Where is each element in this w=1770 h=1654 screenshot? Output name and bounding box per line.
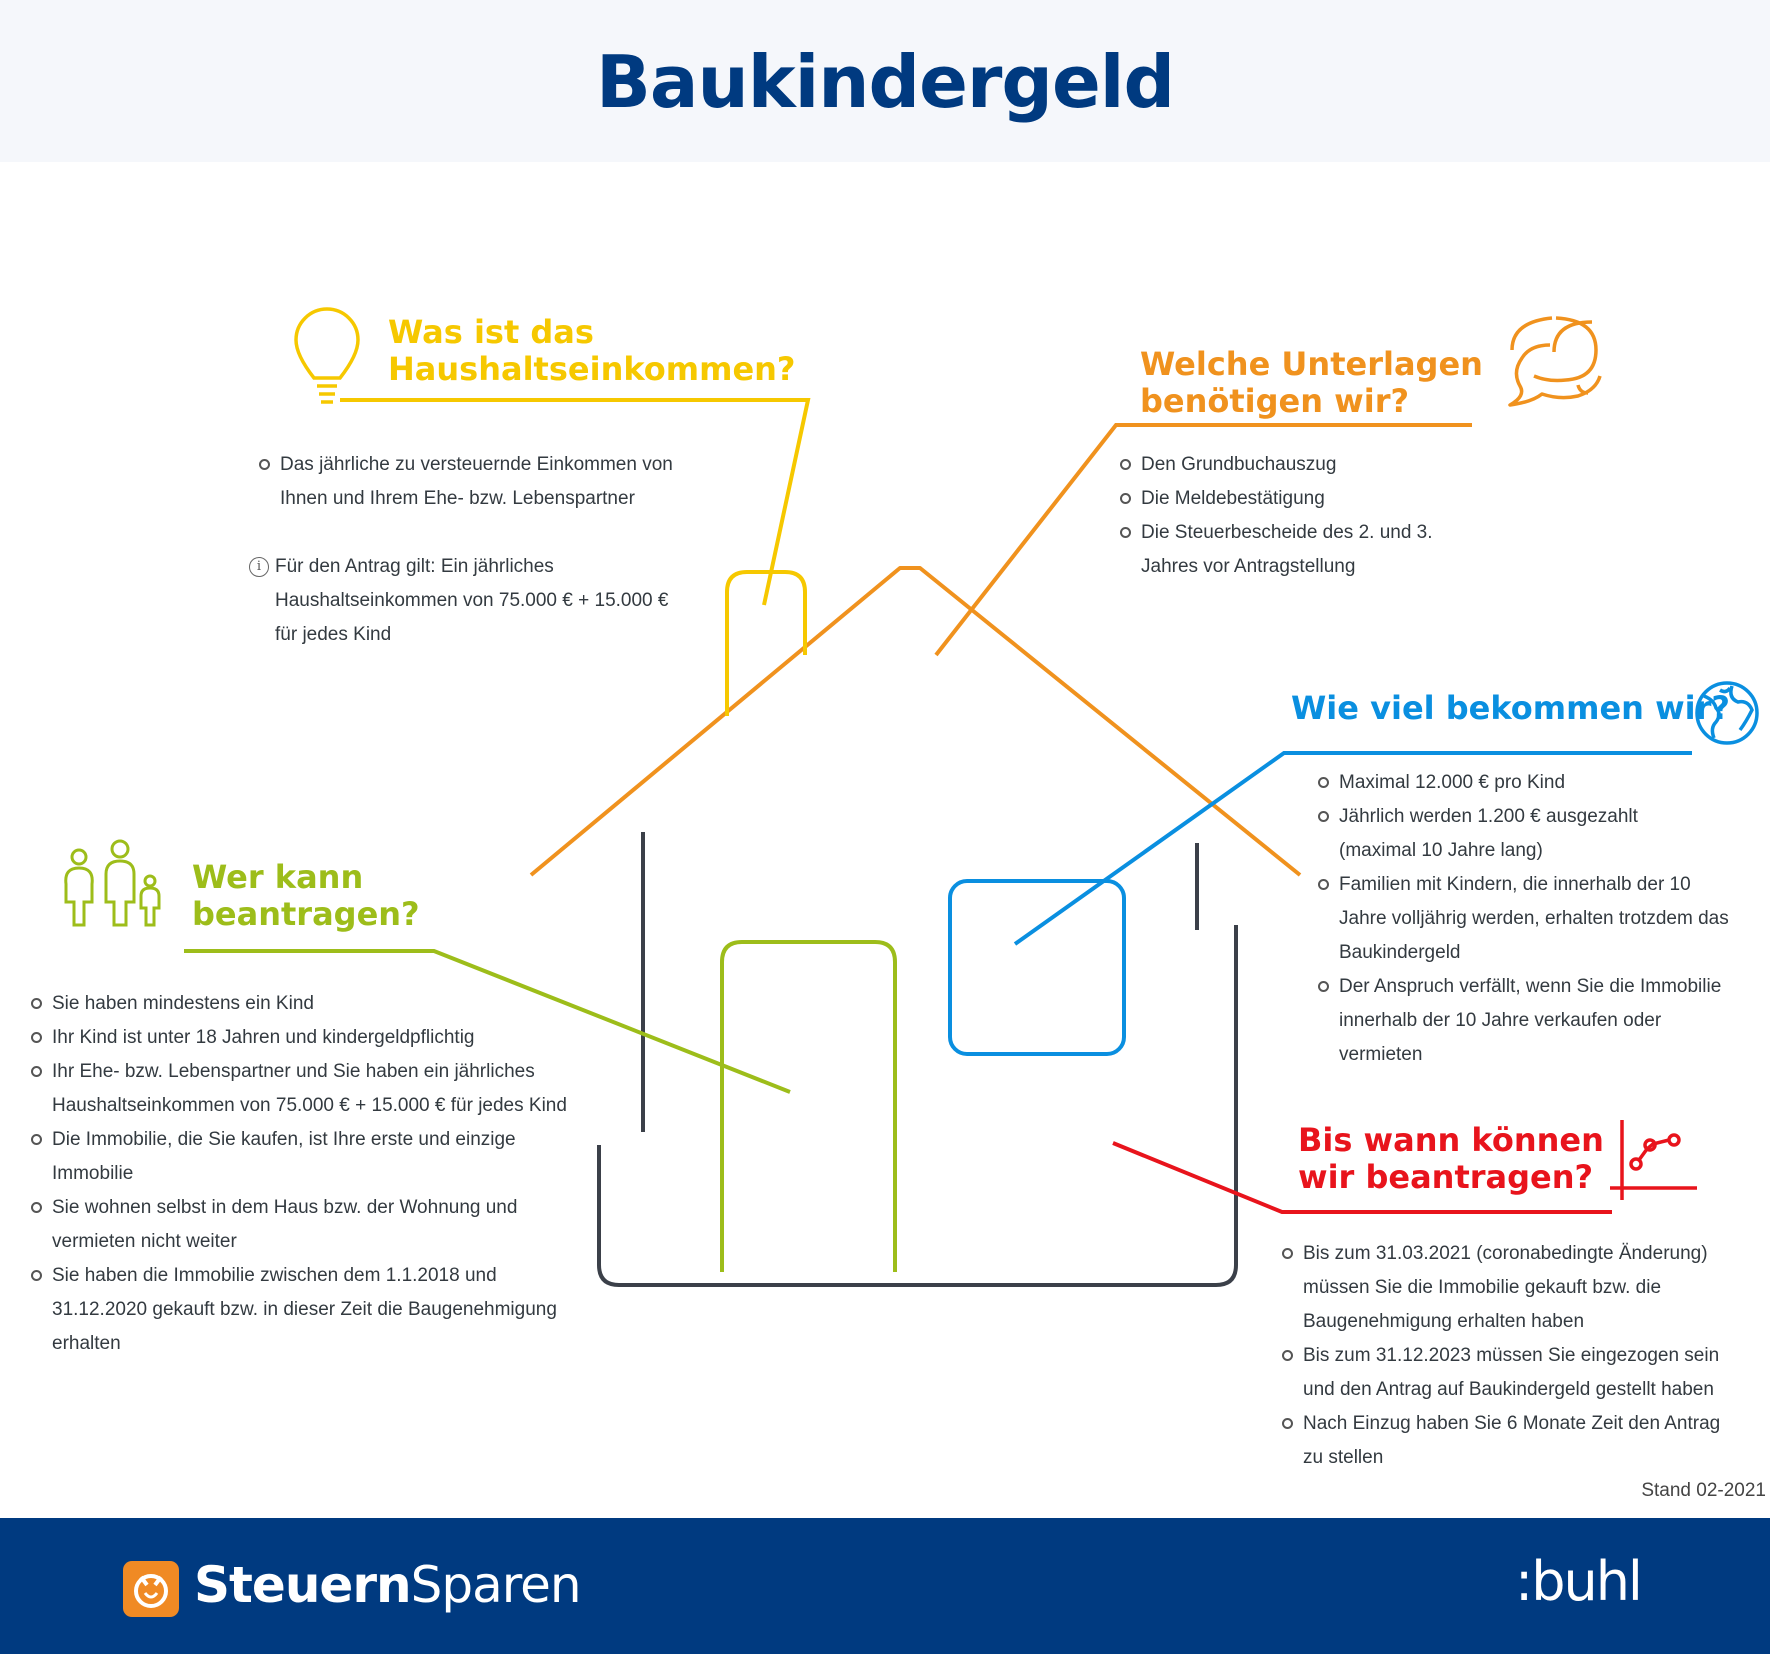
list-item (1313, 970, 1763, 1072)
list-item (1115, 448, 1535, 482)
list-item (26, 1259, 626, 1361)
list-item-text: Der Anspruch verfällt, wenn Sie die Immobilie (1339, 976, 1722, 997)
family-icon (66, 841, 159, 925)
list-item-text: Baukindergeld (1339, 942, 1461, 963)
list-item-text: Ihr Ehe- bzw. Lebenspartner und Sie haben ein jährliches (52, 1061, 535, 1082)
heading-line: wir beantragen? (1298, 1158, 1594, 1196)
page-title: Baukindergeld (595, 40, 1174, 124)
heading-unterlagen (1140, 346, 1483, 420)
steuernsparen-logo-icon (123, 1561, 179, 1617)
heading-line: Bis wann können (1298, 1121, 1604, 1159)
house-door (722, 942, 895, 1272)
house-window (950, 881, 1124, 1054)
heading-line: Welche Unterlagen (1140, 345, 1483, 383)
list-item-text: Jahres vor Antragstellung (1141, 556, 1356, 577)
haushalt-list (254, 448, 714, 516)
list-item-text: Baugenehmigung erhalten haben (1303, 1311, 1585, 1332)
heading-line: Wer kann (192, 858, 364, 896)
wieviel-list (1313, 766, 1763, 1072)
list-item-text: zu stellen (1303, 1447, 1384, 1468)
brand-bold: Steuern (194, 1556, 411, 1614)
stand-date: Stand 02-2021 (1641, 1480, 1766, 1501)
list-item-text: Jährlich werden 1.200 € ausgezahlt (1339, 806, 1638, 827)
heading-line: benötigen wir? (1140, 382, 1410, 420)
list-item-text: vermieten (1339, 1044, 1423, 1065)
steuernsparen-logo-text (194, 1556, 581, 1614)
list-item-text: Nach Einzug haben Sie 6 Monate Zeit den Antrag (1303, 1413, 1721, 1434)
list-item-text: Ihnen und Ihrem Ehe- bzw. Lebenspartner (280, 488, 635, 509)
list-item-text: Das jährliche zu versteuernde Einkommen von (280, 454, 673, 475)
list-item (1115, 482, 1535, 516)
list-item (1313, 800, 1763, 868)
list-item (1313, 766, 1763, 800)
logo-mark (123, 1561, 179, 1617)
list-item-text: vermieten nicht weiter (52, 1231, 237, 1252)
list-item-text: Sie wohnen selbst in dem Haus bzw. der Wohnung und (52, 1197, 518, 1218)
list-item-text: Die Steuerbescheide des 2. und 3. (1141, 522, 1433, 543)
list-item-text: Sie haben mindestens ein Kind (52, 993, 314, 1014)
heading-werkann (192, 859, 420, 933)
heading-line: Was ist das (388, 313, 594, 351)
list-item-text: Die Immobilie, die Sie kaufen, ist Ihre erste und einzige (52, 1129, 516, 1150)
info-icon: i (249, 557, 269, 577)
heading-biswann (1298, 1122, 1604, 1196)
heading-line: beantragen? (192, 895, 420, 933)
footer-bar (0, 1518, 1770, 1654)
list-item-text: erhalten (52, 1333, 121, 1354)
list-item-text: (maximal 10 Jahre lang) (1339, 840, 1543, 861)
chart-icon (1610, 1120, 1697, 1200)
list-item-text: Maximal 12.000 € pro Kind (1339, 772, 1566, 793)
list-item-text: und den Antrag auf Baukindergeld gestellt haben (1303, 1379, 1714, 1400)
list-item (26, 1021, 626, 1055)
list-item-text: Haushaltseinkommen von 75.000 € + 15.000 € für jedes Kind (52, 1095, 567, 1116)
list-item-text: Familien mit Kindern, die innerhalb der 10 (1339, 874, 1691, 895)
list-item-text: innerhalb der 10 Jahre verkaufen oder (1339, 1010, 1662, 1031)
info-item (249, 550, 709, 652)
heading-haushaltseinkommen (388, 314, 795, 388)
list-item-text: Ihr Kind ist unter 18 Jahren und kindergeldpflichtig (52, 1027, 475, 1048)
info-text: Für den Antrag gilt: Ein jährliches (275, 556, 554, 577)
list-item-text: Bis zum 31.03.2021 (coronabedingte Änderung) (1303, 1243, 1708, 1264)
list-item-text: Die Meldebestätigung (1141, 488, 1325, 509)
list-item (26, 1055, 626, 1123)
list-item (1313, 868, 1763, 970)
list-item-text: Immobilie (52, 1163, 134, 1184)
list-item (1277, 1407, 1757, 1475)
info-text: für jedes Kind (275, 624, 392, 645)
info-text: Haushaltseinkommen von 75.000 € + 15.000 € (275, 590, 669, 611)
heading-wieviel (1291, 690, 1730, 727)
list-item-text: Sie haben die Immobilie zwischen dem 1.1.2018 und (52, 1265, 497, 1286)
speech-bubbles-icon (1510, 318, 1600, 405)
werkann-list (26, 987, 626, 1361)
heading-line: Wie viel bekommen wir? (1291, 689, 1730, 727)
list-item (1115, 516, 1535, 584)
list-item-text: 31.12.2020 gekauft bzw. in dieser Zeit die Baugenehmigung (52, 1299, 557, 1320)
haushalt-info (249, 550, 709, 652)
list-item-text: müssen Sie die Immobilie gekauft bzw. die (1303, 1277, 1662, 1298)
list-item (26, 1191, 626, 1259)
buhl-logo: :buhl (1515, 1550, 1641, 1613)
list-item-text: Bis zum 31.12.2023 müssen Sie eingezogen sein (1303, 1345, 1720, 1366)
house-floor (599, 925, 1236, 1285)
lightbulb-icon (296, 309, 358, 402)
unterlagen-list (1115, 448, 1535, 584)
list-item (26, 987, 626, 1021)
heading-line: Haushaltseinkommen? (388, 350, 796, 388)
list-item (26, 1123, 626, 1191)
biswann-list (1277, 1237, 1757, 1475)
brand-light: Sparen (410, 1556, 581, 1614)
list-item-text: Jahre volljährig werden, erhalten trotzdem das (1339, 908, 1729, 929)
list-item (254, 448, 714, 516)
list-item-text: Den Grundbuchauszug (1141, 454, 1337, 475)
list-item (1277, 1339, 1757, 1407)
list-item (1277, 1237, 1757, 1339)
